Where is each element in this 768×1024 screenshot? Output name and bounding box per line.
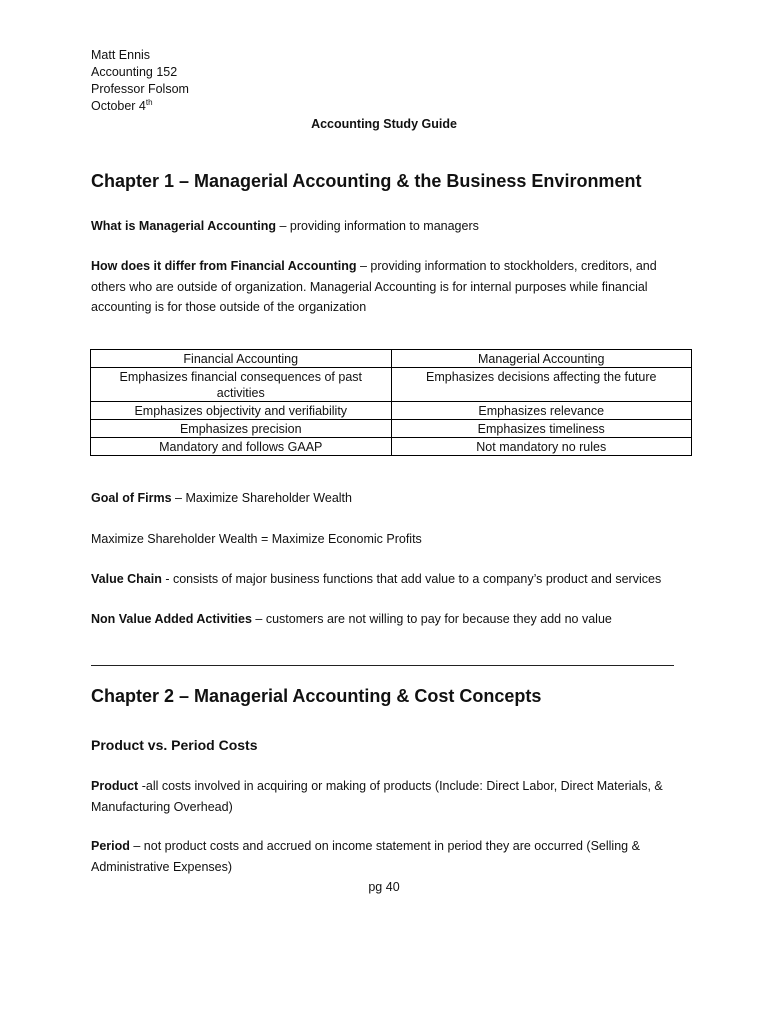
table-cell: Emphasizes objectivity and verifiability [91, 402, 392, 420]
differ-paragraph [91, 256, 681, 318]
table-row [91, 402, 692, 420]
goal-of-firms-paragraph [91, 488, 681, 509]
comparison-table [90, 349, 692, 456]
table-cell: Emphasizes timeliness [391, 420, 692, 438]
product-paragraph [91, 776, 681, 817]
value-chain-term: Value Chain [91, 572, 162, 586]
table-row [91, 368, 692, 402]
table-cell: Mandatory and follows GAAP [91, 438, 392, 456]
goal-of-firms-term: Goal of Firms [91, 491, 172, 505]
professor-name: Professor Folsom [91, 82, 189, 96]
table-cell: Emphasizes financial consequences of past activities [91, 368, 392, 402]
product-term: Product [91, 779, 139, 793]
product-vs-period-subheading: Product vs. Period Costs [91, 737, 258, 753]
non-value-added-definition: – customers are not willing to pay for because they add no value [251, 612, 612, 626]
differ-term: How does it differ from Financial Accounting [91, 259, 357, 273]
maximize-wealth-line: Maximize Shareholder Wealth = Maximize Economic Profits [91, 532, 422, 546]
date-line [91, 98, 189, 115]
goal-of-firms-definition: – Maximize Shareholder Wealth [171, 491, 352, 505]
table-cell: Emphasizes precision [91, 420, 392, 438]
value-chain-paragraph [91, 569, 681, 590]
what-is-managerial-definition: – providing information to managers [275, 219, 479, 233]
value-chain-definition: - consists of major business functions that add value to a company’s product and services [161, 572, 662, 586]
table-cell: Emphasizes relevance [391, 402, 692, 420]
what-is-managerial-paragraph [91, 216, 681, 237]
date-main: October 4 [91, 99, 146, 113]
table-row [91, 438, 692, 456]
table-cell: Not mandatory no rules [391, 438, 692, 456]
table-header-row [91, 350, 692, 368]
non-value-added-paragraph [91, 609, 681, 630]
table-header-managerial: Managerial Accounting [391, 350, 692, 368]
period-definition: – not product costs and accrued on income statement in period they are occurred (Selling & Administrative Expenses) [91, 839, 640, 874]
table-cell: Emphasizes decisions affecting the future [391, 368, 692, 402]
table-row [91, 420, 692, 438]
period-term: Period [91, 839, 130, 853]
section-divider [91, 665, 674, 666]
non-value-added-term: Non Value Added Activities [91, 612, 252, 626]
chapter-1-heading: Chapter 1 – Managerial Accounting & the Business Environment [91, 171, 642, 191]
page-number: pg 40 [368, 880, 400, 894]
document-title: Accounting Study Guide [311, 117, 457, 131]
period-paragraph [91, 836, 681, 877]
student-name: Matt Ennis [91, 48, 151, 62]
differ-definition: – providing information to stockholders, creditors, and others who are outside of organization. Managerial Accounting is for internal purposes while financial accounting is for those outside of the organization [91, 259, 657, 314]
course-name: Accounting 152 [91, 65, 178, 79]
what-is-managerial-term: What is Managerial Accounting [91, 219, 276, 233]
date-suffix: th [145, 97, 153, 107]
chapter-2-heading: Chapter 2 – Managerial Accounting & Cost Concepts [91, 686, 542, 706]
table-header-financial: Financial Accounting [91, 350, 392, 368]
product-definition: -all costs involved in acquiring or making of products (Include: Direct Labor, Direct Materials, & Manufacturing Overhead) [91, 779, 663, 814]
header-block [91, 47, 189, 115]
